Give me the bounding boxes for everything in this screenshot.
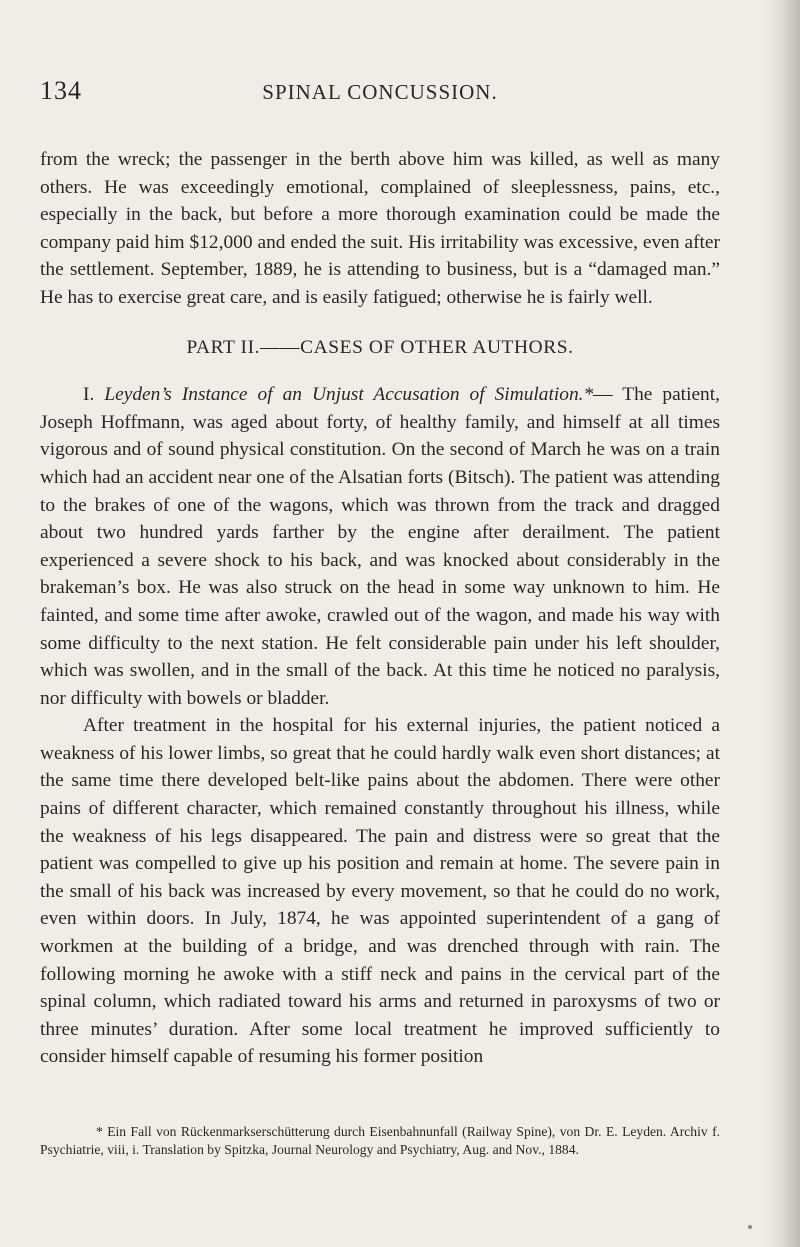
page-number: 134	[40, 76, 82, 105]
footnote: * Ein Fall von Rückenmarkserschütterung durch Eisenbahnunfall (Railway Spine), von Dr. E. Leyden. Archiv f. Psychiatrie, viii, i. Translation by Spitzka, Journal Neurology and Psychiatry, Aug. and Nov., 1884.	[40, 1124, 720, 1158]
body-text	[40, 146, 720, 1071]
case-title: Leyden’s Instance of an Unjust Accusation of Simulation.*	[104, 384, 594, 406]
page-header	[40, 76, 720, 106]
page-edge-shadow	[766, 0, 800, 1247]
paper-speck	[748, 1225, 752, 1229]
running-title: SPINAL CONCUSSION.	[262, 80, 498, 104]
paragraph-continued: from the wreck; the passenger in the berth above him was killed, as well as many others. He was exceedingly emotional, complained of sleeplessness, pains, etc., especially in the back, but before a more thorough examination could be made the company paid him $12,000 and ended the suit. His irritability was excessive, even after the settlement. September, 1889, he is attending to business, but is a “damaged man.” He has to exercise great care, and is easily fatigued; otherwise he is fairly well.	[40, 149, 720, 308]
case-number: I.	[83, 384, 95, 406]
section-heading: PART II.——CASES OF OTHER AUTHORS.	[186, 336, 574, 358]
paragraph-case-intro	[40, 381, 720, 712]
paragraph-treatment: After treatment in the hospital for his external injuries, the patient noticed a weakness of his lower limbs, so great that he could hardly walk even short distances; at the same time there developed belt-like pains about the abdomen. There were other pains of different character, which remained constantly throughout his illness, while the weakness of his legs disappeared. The pain and distress were so great that the patient was compelled to give up his position and remain at home. The severe pain in the small of his back was increased by every movement, so that he could do no work, even within doors. In July, 1874, he was appointed superintendent of a gang of workmen at the building of a bridge, and was drenched through with rain. The following morning he awoke with a stiff neck and pains in the cervical part of the spinal column, which radiated toward his arms and returned in paroxysms of two or three minutes’ duration. After some local treatment he improved sufficiently to consider himself capable of resuming his former position	[40, 715, 720, 1068]
case-text: — The patient, Joseph Hoffmann, was aged about forty, of healthy family, and himself at all times vigorous and of sound physical constitution. On the second of March he was on a train which had an accident near one of the Alsatian forts (Bitsch). The patient was attending to the brakes of one of the wagons, which was thrown from the track and dragged about two hundred yards farther by the engine after derailment. The patient experienced a severe shock to his back, and was knocked about considerably in the brakeman’s box. He was also struck on the head in some way unknown to him. He fainted, and some time after awoke, crawled out of the wagon, and made his way with some difficulty to the next station. He felt considerable pain under his left shoulder, which was swollen, and in the small of the back. At this time he noticed no paralysis, nor difficulty with bowels or bladder.	[40, 384, 720, 709]
